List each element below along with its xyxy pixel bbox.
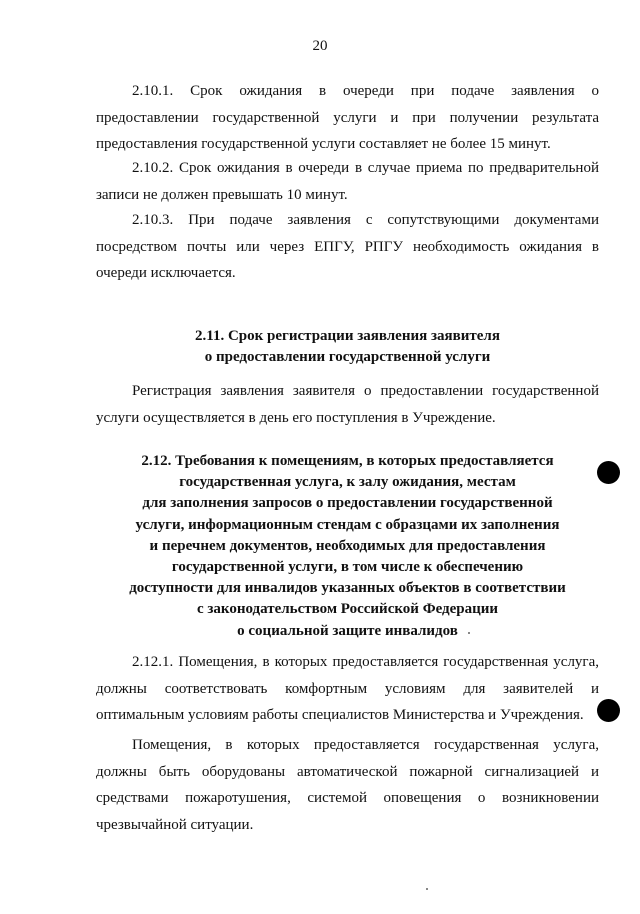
heading-2-12-line: услуги, информационным стендам с образцами их заполнения (135, 516, 560, 533)
scan-speck (426, 888, 428, 890)
heading-2-12-line: и перечнем документов, необходимых для предоставления (149, 537, 546, 554)
heading-2-12-line: 2.12. Требования к помещениям, в которых предоставляется (141, 453, 554, 469)
paragraph-2-12-1-cont: Помещения, в которых предоставляется государственная услуга, должны быть оборудованы автоматической пожарной сигнализацией и средствами пожаротушения, системой оповещения о возникновении чрезвычайной ситуации. (96, 737, 599, 833)
heading-2-12 (96, 451, 599, 642)
punch-hole-mark (597, 699, 620, 722)
page-number: 20 (312, 38, 328, 54)
heading-2-11 (96, 326, 599, 368)
paragraph-2-11: Регистрация заявления заявителя о предоставлении государственной услуги осуществляется в день его поступления в Учреждение. (96, 383, 599, 426)
scan-speck (468, 632, 470, 634)
heading-2-12-line: доступности для инвалидов указанных объектов в соответствии (129, 580, 566, 597)
heading-2-12-line: с законодательством Российской Федерации (196, 601, 499, 618)
heading-2-11-line: 2.11. Срок регистрации заявления заявителя (195, 328, 500, 344)
heading-2-11-line: о предоставлении государственной услуги (204, 349, 491, 366)
heading-2-12-line: о социальной защите инвалидов (237, 622, 458, 639)
paragraph-2-10-1: 2.10.1. Срок ожидания в очереди при подаче заявления о предоставлении государственной услуги и при получении результата предоставления государственной услуги составляет не более 15 минут. (96, 83, 599, 152)
heading-2-12-line: для заполнения запросов о предоставлении государственной (142, 495, 553, 512)
paragraph-2-10-3: 2.10.3. При подаче заявления с сопутствующими документами посредством почты или через ЕПГУ, РПГУ необходимость ожидания в очереди исключается. (96, 212, 599, 281)
punch-hole-mark (597, 461, 620, 484)
paragraph-2-10-2: 2.10.2. Срок ожидания в очереди в случае приема по предварительной записи не должен превышать 10 минут. (96, 160, 599, 203)
heading-2-12-line: государственная услуга, к залу ожидания, местам (179, 474, 516, 491)
heading-2-12-line: государственной услуги, в том числе к обеспечению (171, 559, 524, 576)
paragraph-2-12-1: 2.12.1. Помещения, в которых предоставляется государственная услуга, должны соответствовать комфортным условиям для заявителей и оптимальным условиям работы специалистов Министерства и Учреждения. (96, 654, 599, 723)
